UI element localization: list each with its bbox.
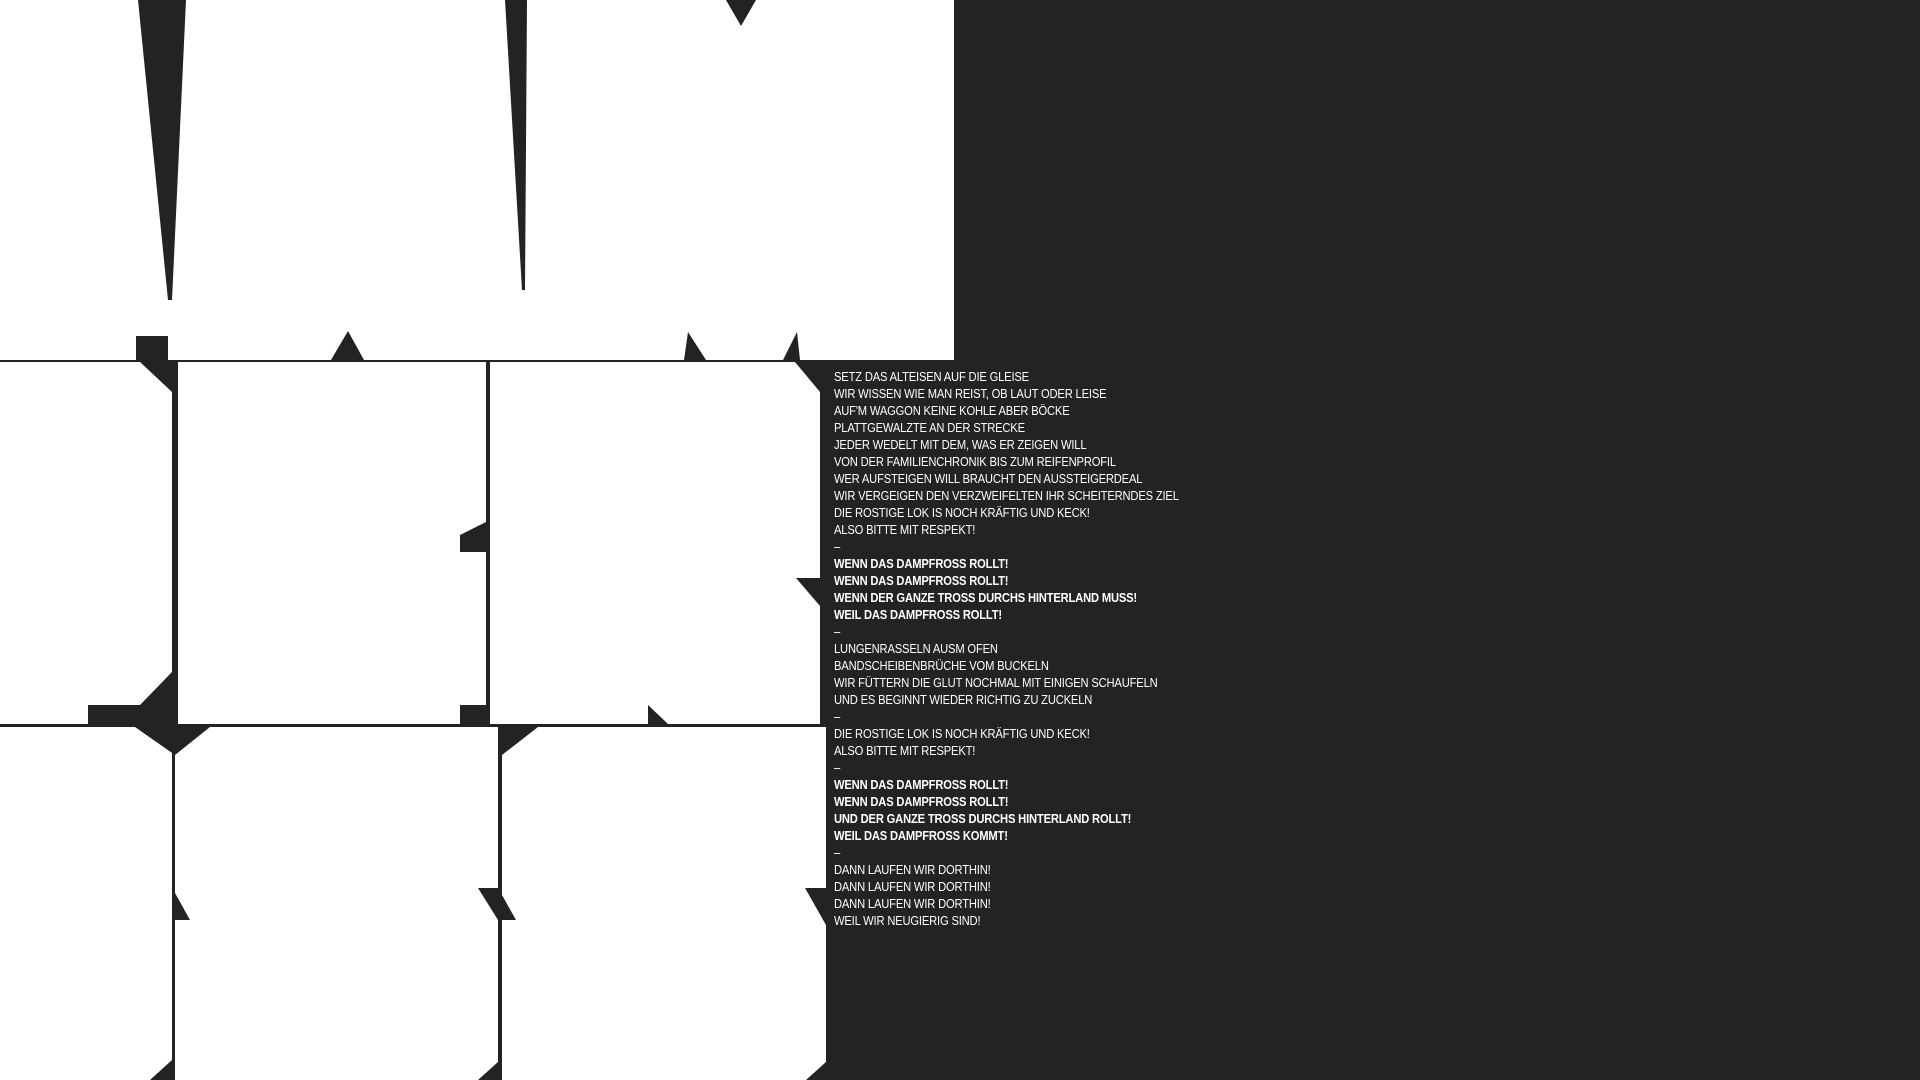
lyric-line: SETZ DAS ALTEISEN AUF DIE GLEISE (834, 369, 1029, 384)
bottom-panel-3 (502, 727, 826, 1080)
lyric-line: WENN DAS DAMPFROSS ROLLT! (834, 556, 1009, 571)
mid-panel-1 (0, 362, 172, 724)
lyric-line: VON DER FAMILIENCHRONIK BIS ZUM REIFENPROFIL (834, 454, 1116, 469)
lyric-line: UND ES BEGINNT WIEDER RICHTIG ZU ZUCKELN (834, 692, 1093, 707)
lyric-line: WEIL DAS DAMPFROSS ROLLT! (834, 607, 1002, 622)
lyric-line: PLATTGEWALZTE AN DER STRECKE (834, 420, 1025, 435)
bottom-panel-2 (175, 727, 498, 1080)
lyric-line: UND DER GANZE TROSS DURCHS HINTERLAND ROLLT! (834, 811, 1132, 826)
lyric-line: ALSO BITTE MIT RESPEKT! (834, 522, 976, 537)
stanza-separator: – (834, 539, 841, 554)
lyric-line: WIR FÜTTERN DIE GLUT NOCHMAL MIT EINIGEN SCHAUFELN (834, 675, 1158, 690)
chorus-stanza (834, 555, 1195, 623)
lyric-line: WEIL WIR NEUGIERIG SIND! (834, 913, 981, 928)
verse-stanza (834, 368, 1195, 538)
lyric-line: WENN DAS DAMPFROSS ROLLT! (834, 573, 1009, 588)
lyric-line: WIR WISSEN WIE MAN REIST, OB LAUT ODER LEISE (834, 386, 1107, 401)
lyric-line: AUF'M WAGGON KEINE KOHLE ABER BÖCKE (834, 403, 1070, 418)
lyric-line: ALSO BITTE MIT RESPEKT! (834, 743, 976, 758)
verse-stanza (834, 640, 1195, 708)
lyric-line: WIR VERGEIGEN DEN VERZWEIFELTEN IHR SCHEITERNDES ZIEL (834, 488, 1179, 503)
stanza-separator: – (834, 760, 841, 775)
lyric-line: WEIL DAS DAMPFROSS KOMMT! (834, 828, 1008, 843)
mid-panel-2 (178, 362, 486, 724)
stanza-separator: – (834, 845, 841, 860)
lyrics-block (834, 368, 1195, 929)
lyric-line: JEDER WEDELT MIT DEM, WAS ER ZEIGEN WILL (834, 437, 1087, 452)
stanza-separator: – (834, 624, 841, 639)
lyric-line: WENN DER GANZE TROSS DURCHS HINTERLAND MUSS! (834, 590, 1137, 605)
chorus-stanza (834, 776, 1195, 844)
top-panel (0, 0, 954, 360)
bottom-panel-1 (0, 727, 172, 1080)
lyric-line: WENN DAS DAMPFROSS ROLLT! (834, 794, 1009, 809)
lyric-line: DIE ROSTIGE LOK IS NOCH KRÄFTIG UND KECK! (834, 505, 1090, 520)
verse-stanza (834, 725, 1195, 759)
lyric-line: DANN LAUFEN WIR DORTHIN! (834, 896, 991, 911)
stanza-separator: – (834, 709, 841, 724)
lyric-line: DIE ROSTIGE LOK IS NOCH KRÄFTIG UND KECK! (834, 726, 1090, 741)
notch-9 (460, 705, 486, 724)
lyric-line: LUNGENRASSELN AUSM OFEN (834, 641, 998, 656)
mid-panel-3 (490, 362, 820, 724)
lyric-line: DANN LAUFEN WIR DORTHIN! (834, 862, 991, 877)
lyric-line: BANDSCHEIBENBRÜCHE VOM BUCKELN (834, 658, 1049, 673)
lyric-line: DANN LAUFEN WIR DORTHIN! (834, 879, 991, 894)
verse-stanza (834, 861, 1195, 929)
notch-2 (136, 336, 168, 360)
lyric-line: WER AUFSTEIGEN WILL BRAUCHT DEN AUSSTEIGERDEAL (834, 471, 1143, 486)
lyric-line: WENN DAS DAMPFROSS ROLLT! (834, 777, 1009, 792)
